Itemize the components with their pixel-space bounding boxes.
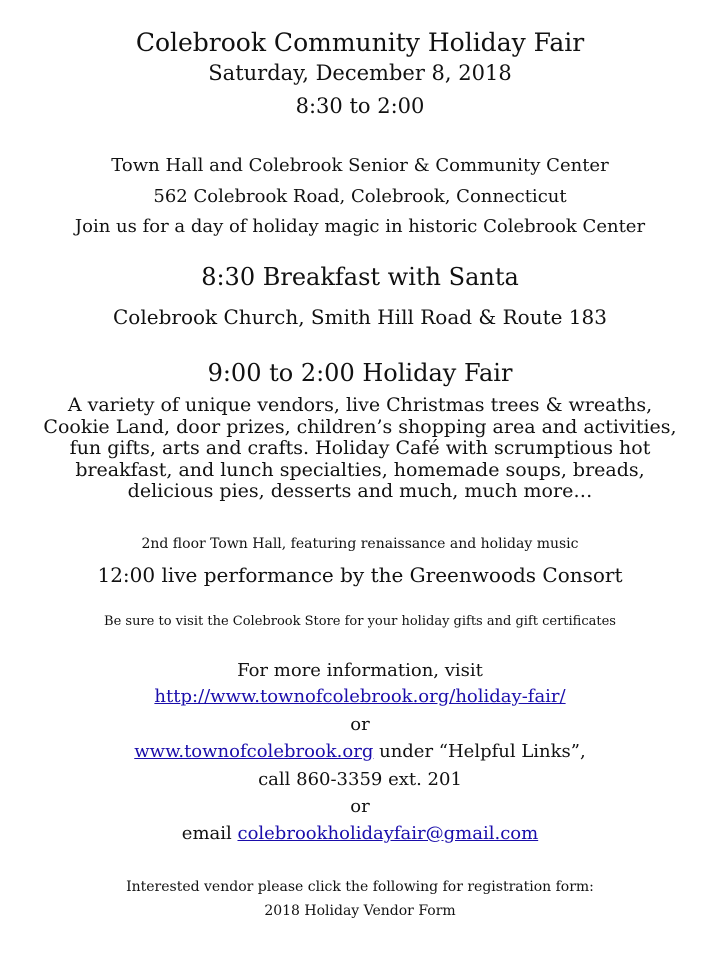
- venue-address: 562 Colebrook Road, Colebrook, Connecticut: [153, 186, 567, 207]
- vendor-note: Interested vendor please click the following for registration form:: [126, 879, 594, 895]
- email-prefix: email: [181, 823, 238, 844]
- venue-name: Town Hall and Colebrook Senior & Community Center: [111, 155, 609, 176]
- store-note: Be sure to visit the Colebrook Store for your holiday gifts and gift certificates: [104, 614, 616, 629]
- breakfast-location: Colebrook Church, Smith Hill Road & Route 183: [113, 305, 607, 329]
- event-tagline: Join us for a day of holiday magic in historic Colebrook Center: [74, 216, 646, 237]
- vendor-form-link[interactable]: 2018 Holiday Vendor Form: [264, 903, 456, 919]
- breakfast-heading: 8:30 Breakfast with Santa: [201, 263, 519, 291]
- town-website-row: [0, 743, 720, 761]
- performance-note: 12:00 live performance by the Greenwoods Consort: [97, 563, 623, 587]
- helpful-links-note: under “Helpful Links”,: [373, 741, 586, 762]
- event-title: Colebrook Community Holiday Fair: [135, 28, 585, 57]
- fair-description: A variety of unique vendors, live Christmas trees & wreaths, Cookie Land, door prizes, children’s shopping area and activities, fun gifts, arts and crafts. Holiday Café with scrumptious hot breakfast, and lunch specialties, homemade soups, breads, delicious pies, desserts and much, much more…: [43, 394, 677, 502]
- email-row: [0, 825, 720, 843]
- or-separator: or: [350, 714, 370, 735]
- fair-heading: 9:00 to 2:00 Holiday Fair: [207, 359, 513, 387]
- email-link[interactable]: colebrookholidayfair@gmail.com: [237, 823, 539, 844]
- phone-line: call 860-3359 ext. 201: [258, 769, 462, 790]
- info-intro: For more information, visit: [237, 660, 483, 681]
- music-floor-note: 2nd floor Town Hall, featuring renaissance and holiday music: [141, 536, 579, 552]
- event-date: Saturday, December 8, 2018: [208, 61, 512, 85]
- or-separator-2: or: [350, 796, 370, 817]
- town-website-link[interactable]: www.townofcolebrook.org: [134, 741, 374, 762]
- holiday-fair-link-row: [0, 688, 720, 706]
- event-time: 8:30 to 2:00: [295, 94, 425, 118]
- holiday-fair-link[interactable]: http://www.townofcolebrook.org/holiday-fair/: [154, 686, 566, 707]
